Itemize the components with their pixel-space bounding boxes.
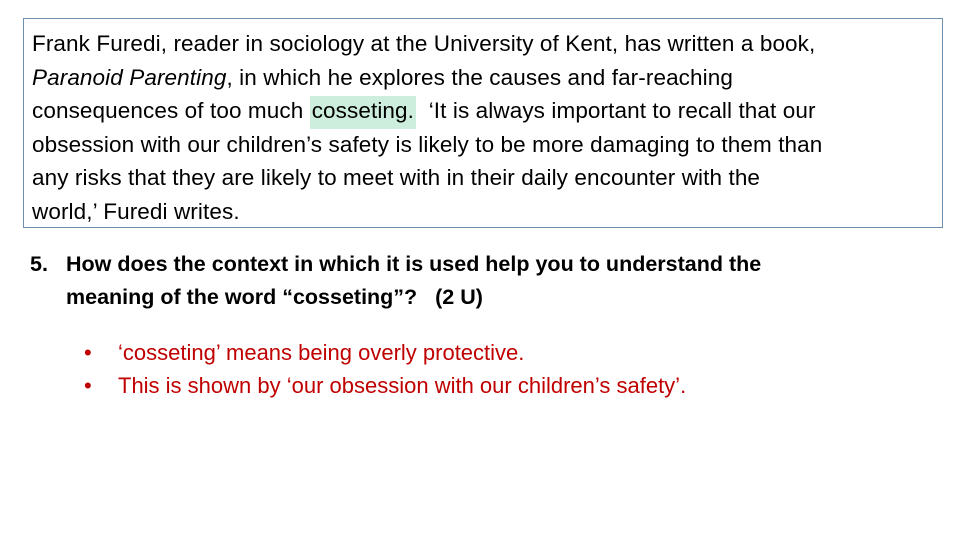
answer-list (84, 336, 686, 402)
passage-line-3-before: consequences of too much (32, 98, 310, 123)
question (30, 248, 761, 314)
question-line-2 (30, 281, 761, 314)
answer-text-2: This is shown by ‘our obsession with our children’s safety’. (118, 373, 687, 398)
bullet-icon: • (84, 373, 92, 398)
passage-text (32, 27, 942, 228)
bullet-icon: • (84, 340, 92, 365)
answer-item-2 (84, 369, 686, 402)
passage-line-3-after: ‘It is always important to recall that our (416, 98, 816, 123)
passage-line-4: obsession with our children’s safety is likely to be more damaging to them than (32, 131, 823, 157)
answer-item-1 (84, 336, 686, 369)
passage-line-2-rest: , in which he explores the causes and far-reaching (226, 64, 733, 90)
highlighted-word: cosseting. (310, 96, 416, 129)
passage-line-3 (32, 94, 942, 128)
question-number: 5. (30, 252, 48, 276)
passage-line-1: Frank Furedi, reader in sociology at the University of Kent, has written a book, (32, 31, 816, 56)
passage-line-2 (32, 61, 942, 95)
question-text-1: How does the context in which it is used help you to understand the (66, 252, 762, 276)
passage-line-6: world,’ Furedi writes. (32, 198, 240, 224)
passage-line-5: any risks that they are likely to meet with in their daily encounter with the (32, 165, 761, 190)
book-title: Paranoid Parenting (32, 64, 227, 90)
answer-text-1: ‘cosseting’ means being overly protective. (118, 340, 525, 365)
passage-box (23, 18, 943, 228)
question-line-1 (30, 248, 761, 281)
question-text-2: meaning of the word “cosseting”? (2 U) (66, 285, 483, 309)
